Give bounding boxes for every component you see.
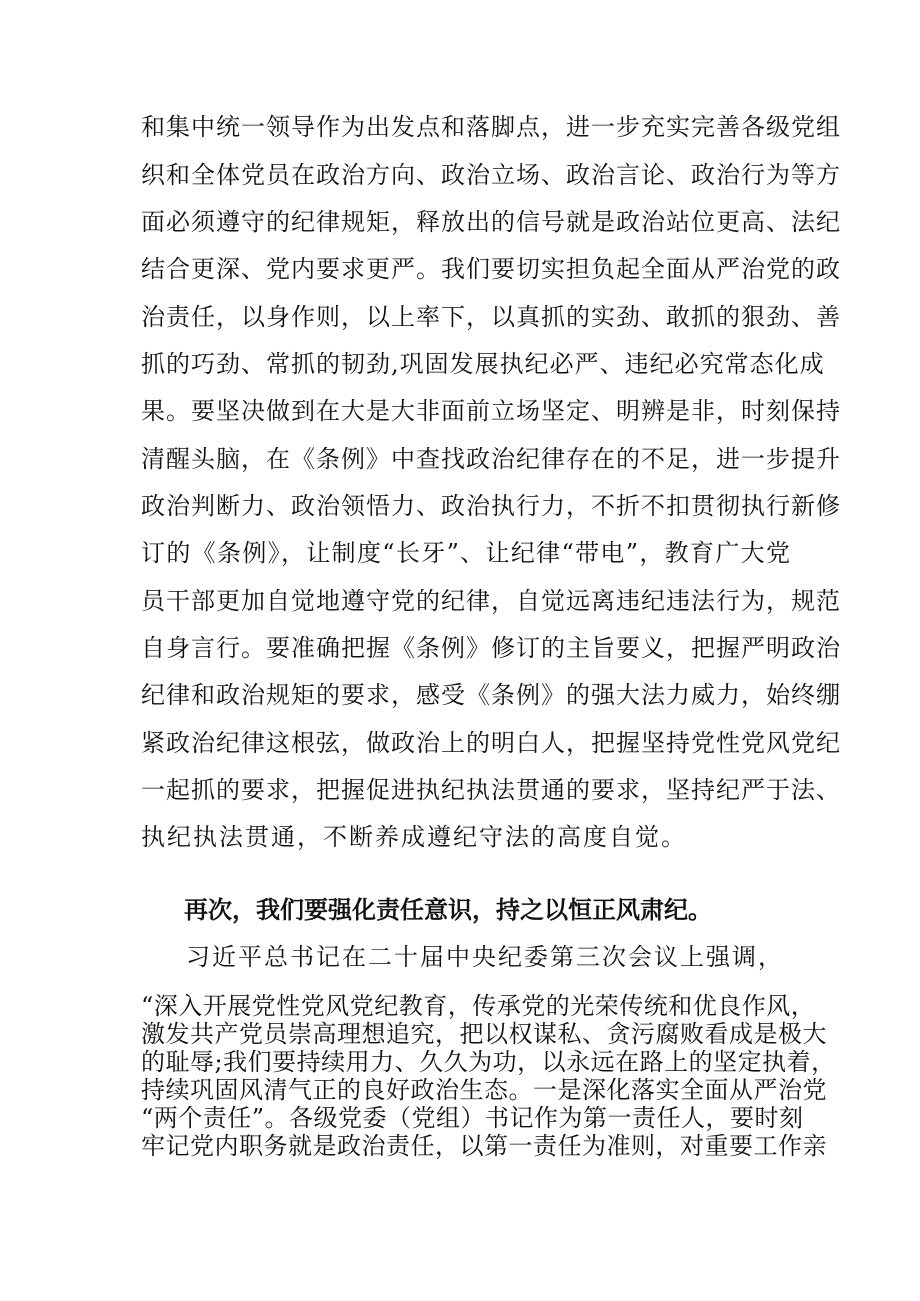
quote-line: “两个责任”。各级党委（党组）书记作为第一责任人，要时刻 <box>141 1104 804 1132</box>
paragraph-line: 纪律和政治规矩的要求，感受《条例》的强大法力威力，始终绷 <box>141 681 841 709</box>
quote-line: 牢记党内职务就是政治责任，以第一责任为准则，对重要工作亲 <box>141 1132 827 1160</box>
paragraph-line-last: 执纪执法贯通，不断养成遵纪守法的高度自觉。 <box>141 823 687 851</box>
paragraph-line: 自身言行。要准确把握《条例》修订的主旨要义，把握严明政治 <box>141 634 841 662</box>
quote-line: 持续巩固风清气正的良好政治生态。一是深化落实全面从严治党 <box>141 1076 827 1104</box>
paragraph-line: 政治判断力、政治领悟力、政治执行力，不折不扣贯彻执行新修 <box>141 492 841 520</box>
paragraph-line: 紧政治纪律这根弦，做政治上的明白人，把握坚持党性党风党纪 <box>141 729 841 757</box>
quote-line: 的耻辱;我们要持续用力、久久为功，以永远在路上的坚定执着， <box>141 1048 836 1076</box>
paragraph-line: 一起抓的要求，把握促进执纪执法贯通的要求，坚持纪严于法、 <box>141 776 841 804</box>
paragraph-line: 抓的巧劲、常抓的韧劲,巩固发展执纪必严、违纪必究常态化成 <box>141 350 825 378</box>
paragraph-line: 结合更深、党内要求更严。我们要切实担负起全面从严治党的政 <box>141 255 841 283</box>
paragraph-line: 订的《条例》，让制度“长牙”、让纪律“带电”，教育广大党 <box>141 539 791 567</box>
paragraph-line: 治责任，以身作则，以上率下，以真抓的实劲、敢抓的狠劲、善 <box>141 303 841 331</box>
quote-line: 激发共产党员崇高理想追究，把以权谋私、贪污腐败看成是极大 <box>141 1020 827 1048</box>
paragraph-line: 员干部更加自觉地遵守党的纪律，自觉远离违纪违法行为，规范 <box>141 587 841 615</box>
paragraph-line: 果。要坚决做到在大是大非面前立场坚定、明辨是非，时刻保持 <box>141 397 841 425</box>
quote-line: “深入开展党性党风党纪教育，传承党的光荣传统和优良作风， <box>141 992 816 1020</box>
lead-line: 习近平总书记在二十届中央纪委第三次会议上强调， <box>186 943 784 971</box>
paragraph-line: 清醒头脑，在《条例》中查找政治纪律存在的不足，进一步提升 <box>141 445 841 473</box>
paragraph-line: 面必须遵守的纪律规矩，释放出的信号就是政治站位更高、法纪 <box>141 208 841 236</box>
paragraph-line: 和集中统一领导作为出发点和落脚点，进一步充实完善各级党组 <box>141 113 841 141</box>
paragraph-line: 织和全体党员在政治方向、政治立场、政治言论、政治行为等方 <box>141 161 841 189</box>
section-heading: 再次，我们要强化责任意识，持之以恒正风肃纪。 <box>184 896 712 924</box>
